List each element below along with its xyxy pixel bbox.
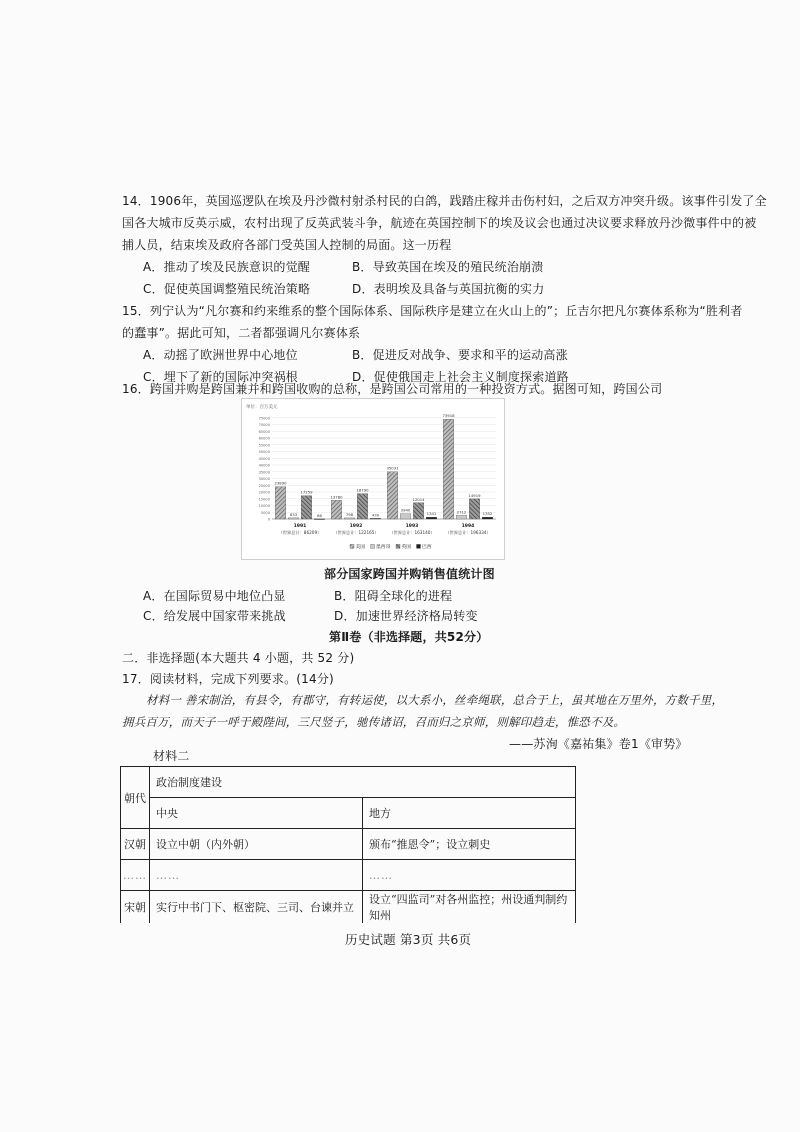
data-label: 35031 (386, 465, 399, 471)
data-label: 17259 (300, 489, 313, 495)
y-tick-label: 50000 (258, 450, 270, 454)
y-tick-label: 0 (267, 517, 270, 522)
q14-option-c: C．促使英国调整殖民统治策略 (143, 282, 311, 296)
x-tick-note: （世界总计：196334） (445, 530, 491, 535)
q15-option-c: C．埋下了新的国际冲突祸根 (143, 370, 298, 384)
material2-table (120, 766, 576, 923)
q14-option-b: B．导致英国在埃及的殖民统治崩溃 (352, 260, 544, 274)
header-central: 中央 (150, 798, 363, 829)
legend-entry: 巴西 (422, 545, 432, 550)
q16-stem: 16．跨国并购是跨国兼并和跨国收购的总称，是跨国公司常用的一种投资方式。据图可知，跨国公司 (122, 382, 663, 396)
q16-option-d: D．加速世界经济格局转变 (334, 609, 478, 623)
section-heading: 二．非选择题(本大题共 4 小题，共 52 分) (122, 651, 355, 665)
legend-entry: 英国 (401, 545, 412, 550)
x-tick-label: 1994 (461, 524, 475, 529)
q15-stem-line2: 的蠢事”。据此可知，二者都强调凡尔赛体系 (122, 326, 361, 340)
bar (456, 515, 467, 519)
acquisition-bar-chart (241, 398, 505, 560)
q16-option-a: A．在国际贸易中地位凸显 (143, 589, 286, 603)
y-tick-label: 30000 (258, 477, 270, 481)
material1-source: ——苏洵《嘉祐集》卷1《审势》 (509, 737, 688, 751)
x-tick-label: 1991 (293, 524, 307, 529)
row-central: …… (150, 860, 363, 891)
y-tick-label: 20000 (258, 490, 270, 495)
legend-swatch (350, 544, 354, 548)
bar (331, 500, 342, 519)
bar (301, 496, 312, 519)
q14-option-d: D．表明埃及具备与英国抗衡的实力 (352, 282, 545, 296)
row-local: 设立“四监司”对各州监控；州设通判制约知州 (363, 891, 576, 924)
y-tick-label: 5000 (260, 510, 270, 515)
y-axis-label: 单位：百万美元 (246, 405, 278, 410)
y-tick-label: 40000 (258, 463, 270, 468)
volume-title: 第Ⅱ卷（非选择题，共52分） (329, 630, 489, 644)
legend-entry: 墨西哥 (376, 545, 391, 550)
bar (482, 517, 493, 519)
data-label: 12014 (412, 496, 425, 502)
x-tick-label: 1993 (405, 524, 419, 529)
chart-title: 部分国家跨国并购销售值统计图 (324, 567, 495, 581)
material1-line1: 材料一 善宋制治，有县令，有郡守，有转运使，以大系小，丝牵绳联，总合于上，虽其地在万里外，方数千里， (146, 693, 724, 707)
q15-option-a: A．动摇了欧洲世界中心地位 (143, 348, 298, 362)
y-tick-label: 75000 (258, 416, 270, 421)
legend-swatch (417, 544, 421, 548)
y-tick-label: 55000 (258, 443, 270, 448)
bar (413, 503, 424, 519)
data-label: 3940 (400, 507, 411, 513)
row-local: 颁布“推恩令”；设立刺史 (363, 829, 576, 860)
bar (469, 499, 480, 519)
data-label: 66 (317, 512, 322, 518)
bar (443, 419, 454, 519)
data-label: 1341 (426, 511, 437, 517)
q14-option-a: A．推动了埃及民族意识的觉醒 (143, 260, 311, 274)
q15-stem-line1: 15．列宁认为“凡尔赛和约来维系的整个国际体系、国际秩序是建立在火山上的”；丘吉尔把凡尔赛体系称为“胜利者 (122, 304, 743, 318)
bar (288, 518, 299, 519)
header-political-system: 政治制度建设 (150, 767, 576, 798)
x-tick-note: （世界总计：86209） (278, 530, 322, 535)
row-local: …… (363, 860, 576, 891)
bar (387, 472, 398, 519)
chart-svg (242, 399, 504, 559)
legend-entry: 美国 (355, 545, 366, 550)
material2-label: 材料二 (153, 749, 190, 763)
data-label: 798 (345, 511, 354, 517)
header-local: 地方 (363, 798, 576, 829)
x-tick-note: （世界总计：122165） (333, 530, 379, 535)
q15-option-d: D．促使俄国走上社会主义制度探索道路 (352, 370, 569, 384)
row-central: 实行中书门下、枢密院、三司、台谏并立 (150, 891, 363, 924)
header-dynasty: 朝代 (121, 767, 150, 829)
page-footer: 历史试题 第3页 共6页 (345, 932, 472, 947)
data-label: 430 (371, 512, 380, 518)
y-tick-label: 10000 (258, 504, 270, 508)
bar (370, 518, 381, 519)
y-tick-label: 70000 (258, 423, 270, 427)
row-dynasty: 汉朝 (121, 829, 150, 860)
q16-option-c: C．给发展中国家带来挑战 (143, 609, 286, 623)
row-central: 设立中朝（内外朝） (150, 829, 363, 860)
data-label: 1352 (482, 511, 493, 517)
row-dynasty: 宋朝 (121, 891, 150, 924)
x-tick-note: （世界总计：163140） (389, 530, 435, 535)
legend-swatch (396, 544, 400, 548)
q16-option-b: B．阻碍全球化的进程 (334, 589, 453, 603)
bar (426, 517, 437, 519)
data-label: 2712 (456, 509, 467, 515)
q14-stem-line1: 14．1906年，英国巡逻队在埃及丹沙微村射杀村民的白鸽，践踏庄稼并击伤村妇，之后双方冲突升级。该事件引发了全 (122, 194, 767, 208)
y-tick-label: 45000 (258, 456, 270, 461)
data-label: 23890 (274, 480, 287, 486)
q14-stem-line3: 捕人员，结束埃及政府各部门受英国人控制的局面。这一历程 (122, 238, 452, 252)
bar (400, 514, 411, 519)
bar (314, 519, 325, 520)
q14-stem-line2: 国各大城市反英示威，农村出现了反英武装斗争，航迹在英国控制下的埃及议会也通过决议要求释放丹沙微事件中的被 (122, 216, 757, 230)
y-tick-label: 35000 (258, 470, 270, 475)
data-label: 73918 (442, 413, 455, 419)
material1-line2: 拥兵百万，而天子一呼于殿陛间，三尺竖子，驰传诸诏，召而归之京师，则解印趋走，惟恐不及。 (122, 715, 626, 729)
q17-stem: 17．阅读材料，完成下列要求。(14分) (122, 672, 334, 686)
bar (357, 494, 368, 519)
table-row (121, 891, 576, 924)
legend-swatch (371, 544, 375, 548)
x-tick-label: 1992 (349, 524, 363, 529)
y-tick-label: 15000 (258, 497, 270, 502)
bar (344, 518, 355, 519)
y-tick-label: 65000 (258, 429, 270, 434)
q15-option-b: B．促进反对战争、要求和平的运动高涨 (352, 348, 568, 362)
y-tick-label: 25000 (258, 483, 270, 488)
data-label: 833 (289, 511, 298, 517)
bar (275, 487, 286, 519)
data-label: 18790 (356, 487, 369, 493)
table-row (121, 860, 576, 891)
data-label: 13780 (330, 494, 343, 500)
table-row (121, 829, 576, 860)
data-label: 14919 (468, 492, 481, 498)
row-dynasty: …… (121, 860, 150, 891)
y-tick-label: 60000 (258, 436, 270, 441)
